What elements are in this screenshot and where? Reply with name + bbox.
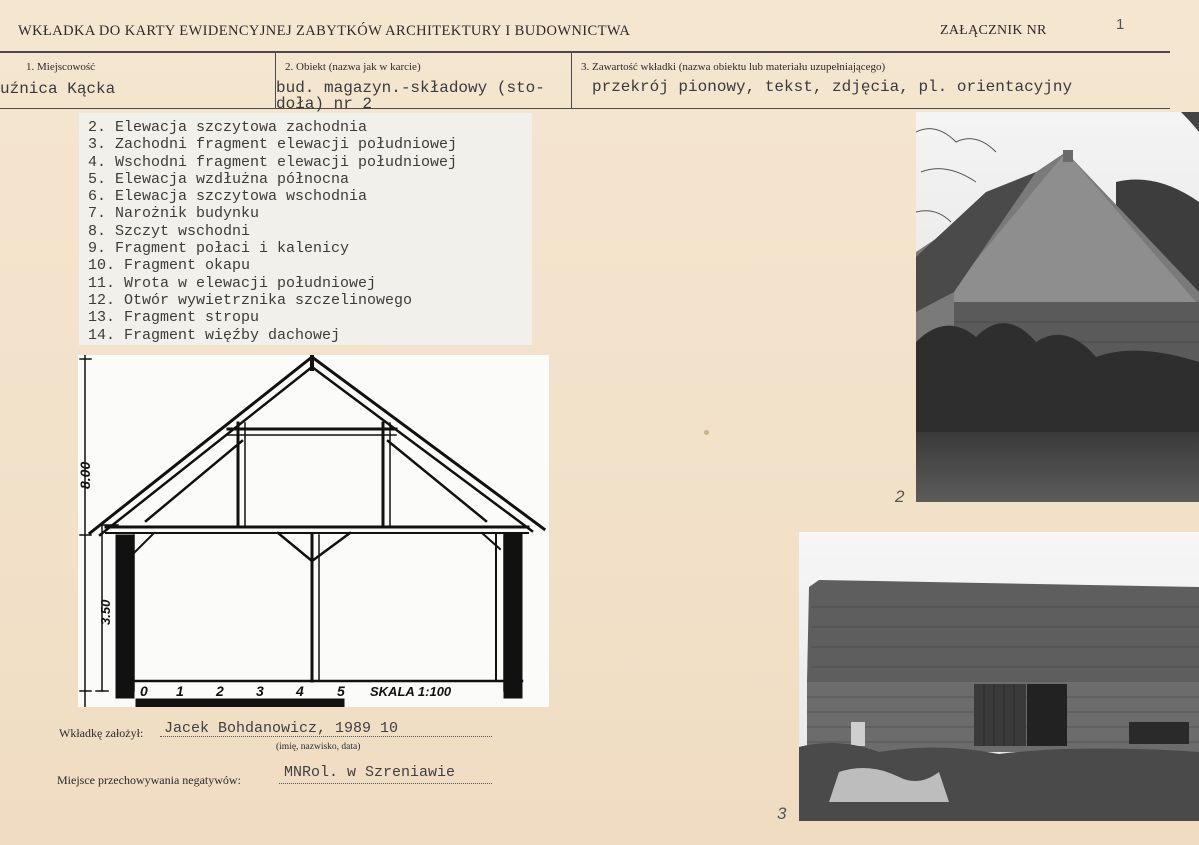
scale-bar (136, 699, 344, 707)
wall-right (504, 533, 522, 698)
scale-number: 5 (337, 683, 345, 699)
list-item: 10. Fragment okapu (88, 257, 251, 275)
list-item: 4. Wschodni fragment elewacji południowej (88, 153, 458, 171)
list-item: 12. Otwór wywietrznika szczelinowego (88, 291, 413, 309)
scale-label: SKALA 1:100 (370, 684, 452, 699)
photo-number: 2 (895, 487, 905, 506)
scale-number: 0 (140, 683, 148, 699)
card-title: WKŁADKA DO KARTY EWIDENCYJNEJ ZABYTKÓW ARCHITEKTURY I BUDOWNICTWA (18, 23, 631, 39)
fields-rule (0, 108, 1170, 109)
paper-stain (704, 430, 709, 435)
photo-west-gable (916, 112, 1199, 502)
header-rule (0, 51, 1170, 53)
object-value-line2: doła) nr 2 (276, 95, 373, 113)
height-total: 8.00 (78, 461, 93, 489)
negatives-label: Miejsce przechowywania negatywów: (57, 773, 241, 787)
list-item: 7. Narożnik budynku (88, 205, 260, 223)
author-label: Wkładkę założył: (59, 726, 144, 740)
scale-number: 1 (176, 683, 184, 699)
roof-outline (90, 357, 544, 533)
list-item: 9. Fragment połaci i kalenicy (88, 240, 350, 258)
object-label: 2. Obiekt (nazwa jak w karcie) (285, 61, 421, 73)
height-wall: 3.50 (98, 599, 113, 625)
list-item: 5. Elewacja wzdłużna północna (88, 170, 350, 188)
list-item: 11. Wrota w elewacji południowej (88, 274, 377, 292)
negatives-line (279, 783, 492, 784)
attachment-number: 1 (1116, 16, 1125, 33)
photo-south-elevation-image (799, 532, 1199, 821)
negatives-value: MNRol. w Szreniawie (284, 764, 456, 781)
locality-value: uźnica Kącka (0, 80, 116, 98)
list-item: 2. Elewacja szczytowa zachodnia (88, 119, 368, 136)
photo-list (88, 119, 457, 344)
object-value-line1: bud. magazyn.-składowy (sto- (276, 79, 545, 97)
content-value: przekrój pionowy, tekst, zdjęcia, pl. orientacyjny (592, 78, 1073, 96)
cross-section-drawing (78, 355, 549, 707)
scale-number: 3 (256, 683, 264, 699)
list-item: 14. Fragment więźby dachowej (88, 326, 341, 344)
locality-label: 1. Miejscowość (26, 61, 96, 73)
author-caption: (imię, nazwisko, data) (276, 742, 361, 752)
scale-number: 4 (296, 683, 304, 699)
list-item: 6. Elewacja szczytowa wschodnia (88, 188, 368, 206)
attachment-label: ZAŁĄCZNIK NR (940, 23, 1047, 38)
list-item: 13. Fragment stropu (88, 309, 260, 327)
list-item: 3. Zachodni fragment elewacji południowej (88, 136, 458, 154)
cross-section-svg (78, 355, 549, 707)
fields-divider-2 (571, 53, 572, 108)
wall-left (116, 535, 134, 698)
scale-number: 2 (216, 683, 224, 699)
photo-number: 3 (777, 804, 787, 823)
photo-west-gable-image (916, 112, 1199, 502)
list-item: 8. Szczyt wschodni (88, 222, 251, 240)
content-label: 3. Zawartość wkładki (nazwa obiektu lub materiału uzupełniającego) (581, 61, 886, 73)
author-value: Jacek Bohdanowicz, 1989 10 (164, 720, 399, 737)
photo-south-elevation (799, 532, 1199, 821)
